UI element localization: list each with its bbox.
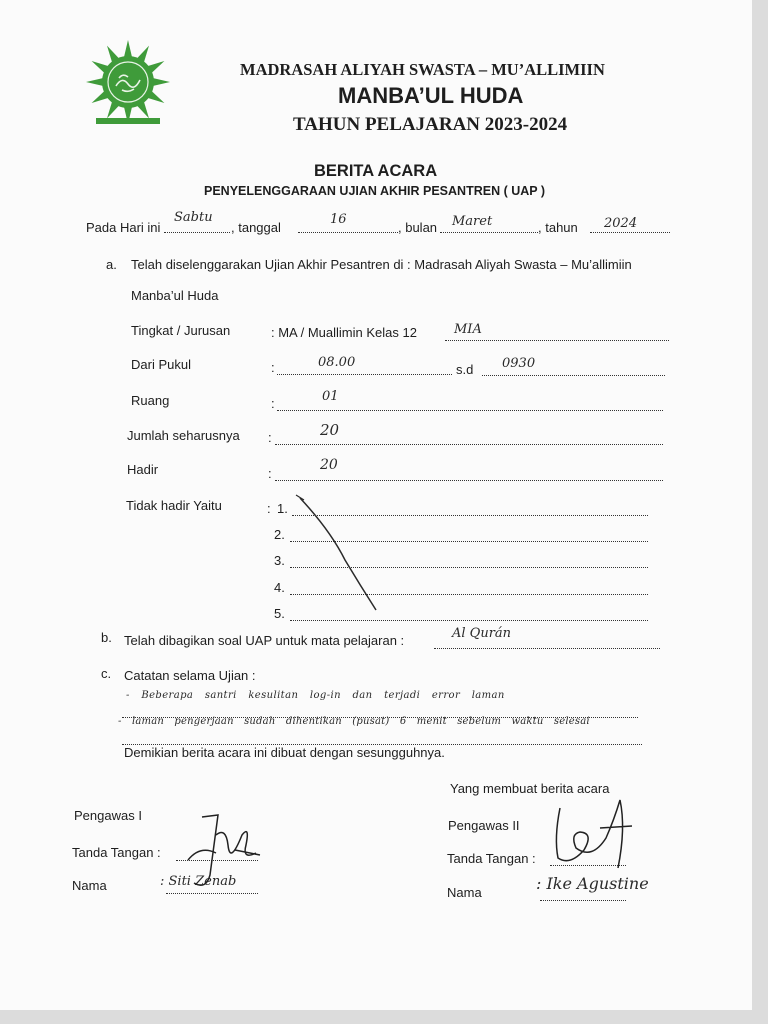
section-a-text: Telah diselenggarakan Ujian Akhir Pesantren di : Madrasah Aliyah Swasta – Mu’allimiin (131, 257, 632, 272)
year-label: , tahun (538, 220, 578, 235)
tidak-hadir-item-1: 1. (277, 501, 288, 516)
section-b-marker: b. (101, 630, 112, 645)
closing-statement: Demikian berita acara ini dibuat dengan sesungguhnya. (124, 745, 445, 760)
pengawas-2-ttd-label: Tanda Tangan : (447, 851, 536, 866)
date-value: 16 (330, 212, 347, 227)
pengawas-1-signature (180, 805, 270, 905)
pengawas-1-name: : Siti Zenab (160, 874, 237, 889)
pukul-from: 08.00 (318, 355, 356, 370)
day-label: Pada Hari ini (86, 220, 161, 235)
pengawas-2-name-label: Nama (447, 885, 482, 900)
school-name: MANBA’UL HUDA (338, 83, 524, 108)
tidak-hadir-item-5: 5. (274, 606, 285, 621)
pengawas-1-ttd-label: Tanda Tangan : (72, 845, 161, 860)
strike-through-mark (290, 490, 390, 615)
pengawas-2-name: : Ike Agustine (536, 874, 649, 893)
section-c-text: Catatan selama Ujian : (124, 668, 256, 683)
hadir-value: 20 (320, 457, 338, 473)
pukul-label: Dari Pukul (131, 357, 191, 372)
tidak-hadir-item-2: 2. (274, 527, 285, 542)
jumlah-label: Jumlah seharusnya (127, 428, 240, 443)
sd-label: s.d (456, 362, 474, 377)
section-a-text-2: Manba’ul Huda (131, 288, 219, 303)
pengawas-2-signature (540, 788, 640, 883)
section-b-text: Telah dibagikan soal UAP untuk mata pelajaran : (124, 633, 405, 648)
day-value: Sabtu (174, 210, 213, 225)
hadir-label: Hadir (127, 462, 159, 477)
section-c-marker: c. (101, 666, 112, 681)
document-title: BERITA ACARA (314, 162, 438, 180)
ruang-label: Ruang (131, 393, 170, 408)
section-a-marker: a. (106, 257, 117, 272)
pengawas-2-title: Pengawas II (448, 818, 520, 833)
month-label: , bulan (398, 220, 438, 235)
tidak-hadir-item-4: 4. (274, 580, 285, 595)
tingkat-value: MIA (454, 322, 482, 337)
tingkat-label: Tingkat / Jurusan (131, 323, 231, 338)
jumlah-value: 20 (320, 421, 340, 439)
document-page: MADRASAH ALIYAH SWASTA – MU’ALLIMIIN MANBA’UL HUDA TAHUN PELAJARAN 2023-2024 BERITA ACARA PENYELENGGARAAN UJIAN AKHIR PESANTREN ( UAP ) Pada Hari ini Sabtu , tanggal 16 , bulan Maret , tahun 2024 a. Telah diselenggarakan Ujian Akhir Pesantren di : Madrasah Aliyah Swasta – Mu’allimiin Manba’ul Huda Tingkat / Jurusan : MA / Muallimin Kelas 12 MIA Dari Pukul : 08.00 s.d 0930 Ruang : 01 Jumlah seharusnya : 20 Hadir : 20 Tidak hadir Yaitu : 1. 2. 3. 4. 5. b. Telah dibagikan soal UAP untuk mata pelajaran : Al Qurán c. Catatan selama Ujian : - Beberapa santri kesulitan log-in dan terjadi error laman - laman pengerjaan sudah dihentikan (pusat) 6 menit sebelum waktu selesai Demikian berita acara ini dibuat dengan sesungguhnya. Yang membuat berita acara Pengawas I Tanda Tangan : Nama : Siti Zenab Pengawas II Tanda Tangan : Nama : Ike Agustine (0, 0, 752, 1010)
tingkat-prefix: : MA / Muallimin Kelas 12 (271, 325, 417, 340)
note-line-2: - laman pengerjaan sudah dihentikan (pusat) 6 menit sebelum waktu selesai (118, 716, 590, 727)
academic-year: TAHUN PELAJARAN 2023-2024 (293, 114, 568, 135)
muhammadiyah-sun-logo-icon (86, 34, 170, 134)
date-label: , tanggal (231, 220, 281, 235)
document-subtitle: PENYELENGGARAAN UJIAN AKHIR PESANTREN ( UAP ) (204, 184, 546, 198)
creator-label: Yang membuat berita acara (450, 781, 610, 796)
pukul-to: 0930 (502, 356, 536, 371)
tidak-hadir-label: Tidak hadir Yaitu (126, 498, 222, 513)
tidak-hadir-item-3: 3. (274, 553, 285, 568)
pengawas-1-name-label: Nama (72, 878, 107, 893)
ruang-value: 01 (322, 389, 339, 404)
year-value: 2024 (604, 216, 638, 231)
month-value: Maret (452, 214, 493, 229)
pengawas-1-title: Pengawas I (74, 808, 142, 823)
institution-name: MADRASAH ALIYAH SWASTA – MU’ALLIMIIN (240, 60, 605, 79)
note-line-1: - Beberapa santri kesulitan log-in dan terjadi error laman (126, 690, 505, 701)
subject-value: Al Qurán (452, 626, 512, 641)
